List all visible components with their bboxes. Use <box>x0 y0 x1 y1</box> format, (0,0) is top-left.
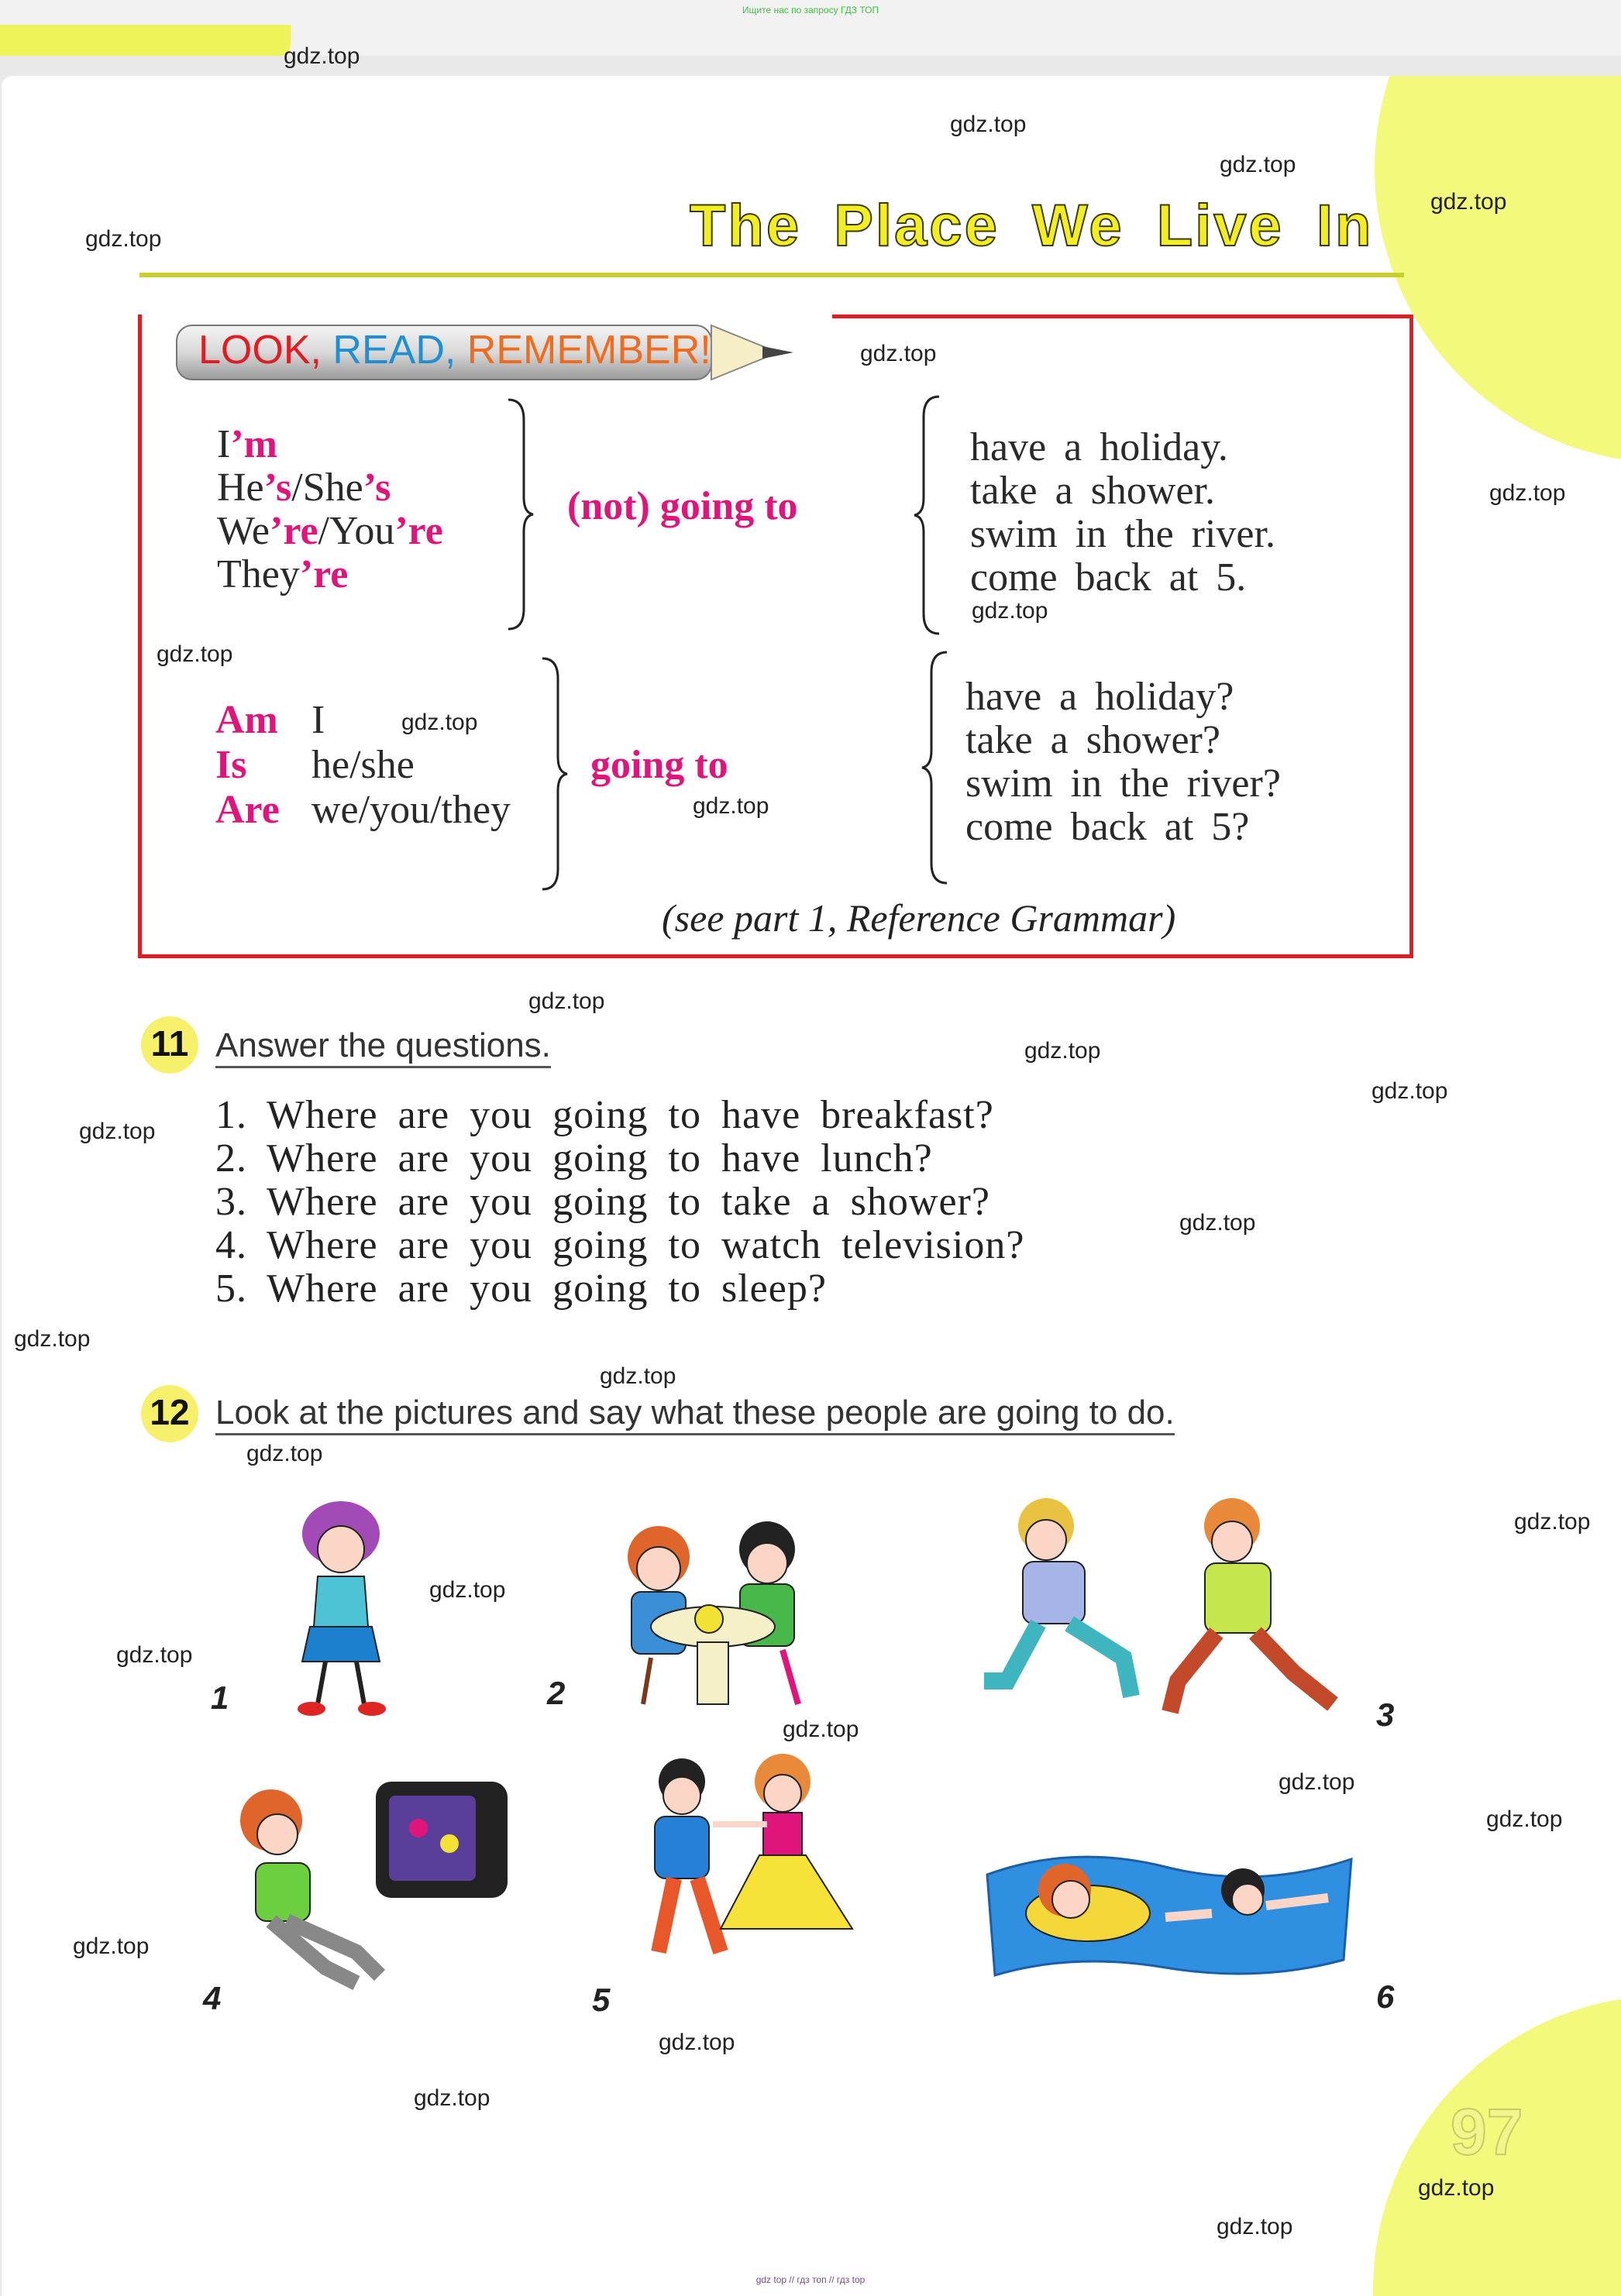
exercise-number-12: 12 <box>141 1385 198 1442</box>
brace-right-1 <box>504 397 535 632</box>
watermark: gdz.top <box>693 793 769 819</box>
watermark: gdz.top <box>116 1642 193 1668</box>
subject-line-3: We’re/You’re <box>217 509 443 553</box>
watermark: gdz.top <box>1489 480 1566 506</box>
question-verb-line-1: have a holiday? <box>965 675 1234 719</box>
top-caption: Ищите нас по запросу ГДЗ ТОП <box>742 5 879 15</box>
grammar-box <box>138 314 1413 958</box>
watermark: gdz.top <box>600 1363 676 1389</box>
picture-children-swimming-icon <box>979 1828 1359 1999</box>
watermark: gdz.top <box>429 1577 506 1603</box>
question-line-1: Am I <box>215 698 325 742</box>
brace-left-2 <box>921 649 952 886</box>
watermark: gdz.top <box>1179 1210 1256 1236</box>
brace-left-1 <box>913 394 944 637</box>
watermark: gdz.top <box>1024 1038 1101 1064</box>
picture-number-1: 1 <box>211 1679 229 1716</box>
question-4: 4. Where are you going to watch television? <box>215 1223 1025 1267</box>
grammar-box-top-border <box>832 314 1409 318</box>
not-going-to-label: (not) going to <box>567 484 798 528</box>
reference-grammar-note: (see part 1, Reference Grammar) <box>662 896 1176 940</box>
watermark: gdz.top <box>1279 1769 1355 1795</box>
exercise-number-11: 11 <box>141 1016 198 1074</box>
picture-number-3: 3 <box>1376 1696 1395 1733</box>
bottom-caption: gdz top // гдз топ // гдз top <box>755 2274 866 2285</box>
watermark: gdz.top <box>1371 1078 1448 1104</box>
page-title: The Place We Live In <box>690 193 1374 259</box>
picture-number-6: 6 <box>1376 1978 1395 2015</box>
exercise-11-title: Answer the questions. <box>215 1026 551 1068</box>
question-3: 3. Where are you going to take a shower? <box>215 1180 990 1224</box>
page-number: 97 <box>1451 2095 1523 2168</box>
top-bar <box>0 0 1621 56</box>
watermark: gdz.top <box>85 226 162 252</box>
picture-girl-walking-icon <box>263 1495 418 1727</box>
look-read-remember-label: LOOK, READ, REMEMBER! <box>198 328 711 373</box>
picture-children-dancing-icon <box>620 1751 876 1975</box>
question-verb-line-4: come back at 5? <box>965 805 1250 849</box>
watermark: gdz.top <box>659 2030 735 2055</box>
title-underline <box>139 273 1404 277</box>
subject-line-2: He’s/She’s <box>217 466 391 510</box>
picture-boys-running-icon <box>969 1487 1356 1743</box>
verb-line-4: come back at 5. <box>970 555 1247 600</box>
subject-line-1: I’m <box>217 422 277 466</box>
question-verb-line-3: swim in the river? <box>965 761 1281 806</box>
question-verb-line-2: take a shower? <box>965 718 1220 762</box>
watermark: gdz.top <box>414 2085 490 2111</box>
exercise-12-title: Look at the pictures and say what these people are going to do. <box>215 1393 1175 1435</box>
question-5: 5. Where are you going to sleep? <box>215 1267 827 1311</box>
question-line-3: Are we/you/they <box>215 788 511 832</box>
watermark: gdz.top <box>860 341 937 366</box>
watermark: gdz.top <box>1220 152 1296 177</box>
watermark: gdz.top <box>246 1441 323 1466</box>
watermark: gdz.top <box>1217 2214 1293 2239</box>
watermark: gdz.top <box>284 43 360 69</box>
watermark: gdz.top <box>14 1326 91 1352</box>
watermark: gdz.top <box>783 1717 859 1742</box>
watermark: gdz.top <box>73 1933 150 1959</box>
verb-line-2: take a shower. <box>970 469 1216 513</box>
picture-girl-watching-tv-icon <box>225 1774 535 1999</box>
watermark: gdz.top <box>1514 1509 1591 1535</box>
watermark: gdz.top <box>1486 1806 1563 1832</box>
watermark: gdz.top <box>1430 189 1507 215</box>
top-tab-highlight <box>0 25 291 56</box>
question-line-2: Is he/she <box>215 743 415 787</box>
watermark: gdz.top <box>972 598 1048 624</box>
watermark: gdz.top <box>1418 2175 1495 2201</box>
picture-number-5: 5 <box>592 1982 611 2018</box>
picture-number-2: 2 <box>547 1675 566 1711</box>
picture-number-4: 4 <box>203 1980 222 2016</box>
going-to-label: going to <box>590 743 728 787</box>
watermark: gdz.top <box>528 988 605 1014</box>
question-1: 1. Where are you going to have breakfast? <box>215 1093 994 1137</box>
picture-children-eating-icon <box>604 1511 837 1720</box>
watermark: gdz.top <box>157 641 233 667</box>
verb-line-3: swim in the river. <box>970 512 1275 556</box>
watermark: gdz.top <box>79 1119 156 1144</box>
question-2: 2. Where are you going to have lunch? <box>215 1136 933 1181</box>
brace-right-2 <box>538 655 569 892</box>
verb-line-1: have a holiday. <box>970 425 1228 469</box>
subject-line-4: They’re <box>217 552 349 596</box>
watermark: gdz.top <box>950 112 1027 137</box>
watermark: gdz.top <box>401 710 478 735</box>
